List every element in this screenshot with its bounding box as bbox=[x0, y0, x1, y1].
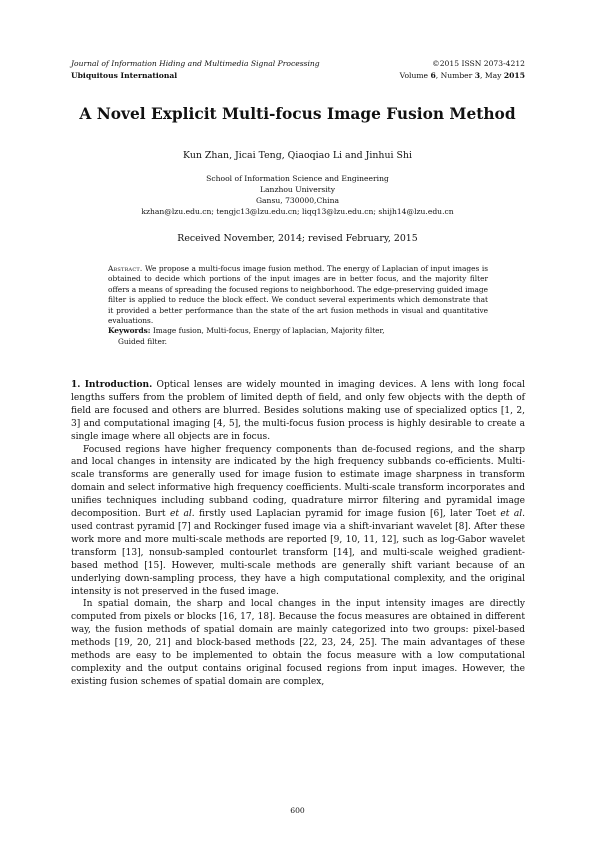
affiliation-block bbox=[40, 173, 555, 217]
keywords-text: Image fusion, Multi-focus, Energy of laplacian, Majority filter, bbox=[152, 326, 385, 336]
publisher: Ubiquitous International bbox=[71, 71, 178, 80]
abstract-text: We propose a multi-focus image fusion method. The energy of Laplacian of input images is obtained to decide which portions of the input images are in better focus, and the majority filter offers a means of spreading the focused regions to neighborhood. The edge-preserving guided image filter is applied to reduce the block effect. We conduct several experiments which demonstrate that it provided a better performance than the state of the art fusion methods in visual and quantitative evaluations. bbox=[108, 264, 488, 326]
keywords-text-cont: Guided filter. bbox=[118, 336, 167, 346]
author-list: Kun Zhan, Jicai Teng, Qiaoqiao Li and Jinhui Shi bbox=[183, 150, 412, 161]
main-body bbox=[71, 379, 525, 689]
page-number: 600 bbox=[290, 806, 305, 815]
section-number: 1. bbox=[71, 380, 81, 390]
abstract bbox=[108, 264, 488, 347]
affiliation-line: Lanzhou University bbox=[259, 185, 336, 194]
abstract-body bbox=[108, 264, 488, 326]
author-emails: kzhan@lzu.edu.cn; tengjc13@lzu.edu.cn; liqq13@lzu.edu.cn; shijh14@lzu.edu.cn bbox=[141, 207, 454, 216]
volume-info: Volume 6, Number 3, May 2015 bbox=[399, 71, 525, 80]
paragraph: In spatial domain, the sharp and local changes in the input intensity images are directly computed from pixels or blocks [16, 17, 18]. Because the focus measures are obtained in different way, the fusion methods of spatial domain are mainly categorized into two groups: pixel-based methods [19, 20, 21] and block-based methods [22, 23, 24, 25]. The main advantages of these methods are easy to be implemented to obtain the focus measure with a low computational complexity and the output contains original focused regions from input images. However, the existing fusion schemes of spatial domain are complex, bbox=[71, 599, 525, 687]
affiliation-line: School of Information Science and Engineering bbox=[206, 174, 389, 183]
paper-title: A Novel Explicit Multi-focus Image Fusion Method bbox=[79, 105, 516, 123]
affiliation-line: Gansu, 730000,China bbox=[255, 196, 340, 205]
journal-name: Journal of Information Hiding and Multimedia Signal Processing bbox=[71, 59, 320, 68]
abstract-label: Abstract. bbox=[108, 264, 143, 273]
paragraph: 1. Introduction. Optical lenses are widely mounted in imaging devices. A lens with long focal lengths suffers from the problem of limited depth of field, and only few objects with the depth of field are focused and others are blurred. Besides solutions making use of specialized optics [1, 2, 3] and computational imaging [4, 5], the multi-focus fusion process is highly desirable to create a single image where all objects are in focus. bbox=[71, 380, 525, 442]
received-dates: Received November, 2014; revised February, 2015 bbox=[177, 233, 418, 244]
paragraph: Focused regions have higher frequency components than de-focused regions, and the sharp and local changes in intensity are indicated by the high frequency subbands co-efficients. Multi-scale transforms are generally used for image fusion to estimate image sharpness in transform domain and select informative high frequency coefficients. Multi-scale transform incorporates and unifies techniques including subband coding, quadrature mirror filtering and pyramidal image decomposition. Burt et al. firstly used Laplacian pyramid for image fusion [6], later Toet et al. used contrast pyramid [7] and Rockinger fused image via a shift-invariant wavelet [8]. After these work more and more multi-scale methods are reported [9, 10, 11, 12], such as log-Gabor wavelet transform [13], nonsub-sampled contourlet transform [14], and multi-scale weighed gradient-based method [15]. However, multi-scale methods are generally shift variant because of an underlying down-sampling process, they have a high computational complexity, and the original intensity is not preserved in the fused image. bbox=[71, 444, 525, 597]
section-title: Introduction. bbox=[84, 380, 153, 390]
issn: ©2015 ISSN 2073-4212 bbox=[432, 59, 525, 68]
keywords bbox=[108, 326, 488, 347]
keywords-label: Keywords: bbox=[108, 326, 151, 336]
